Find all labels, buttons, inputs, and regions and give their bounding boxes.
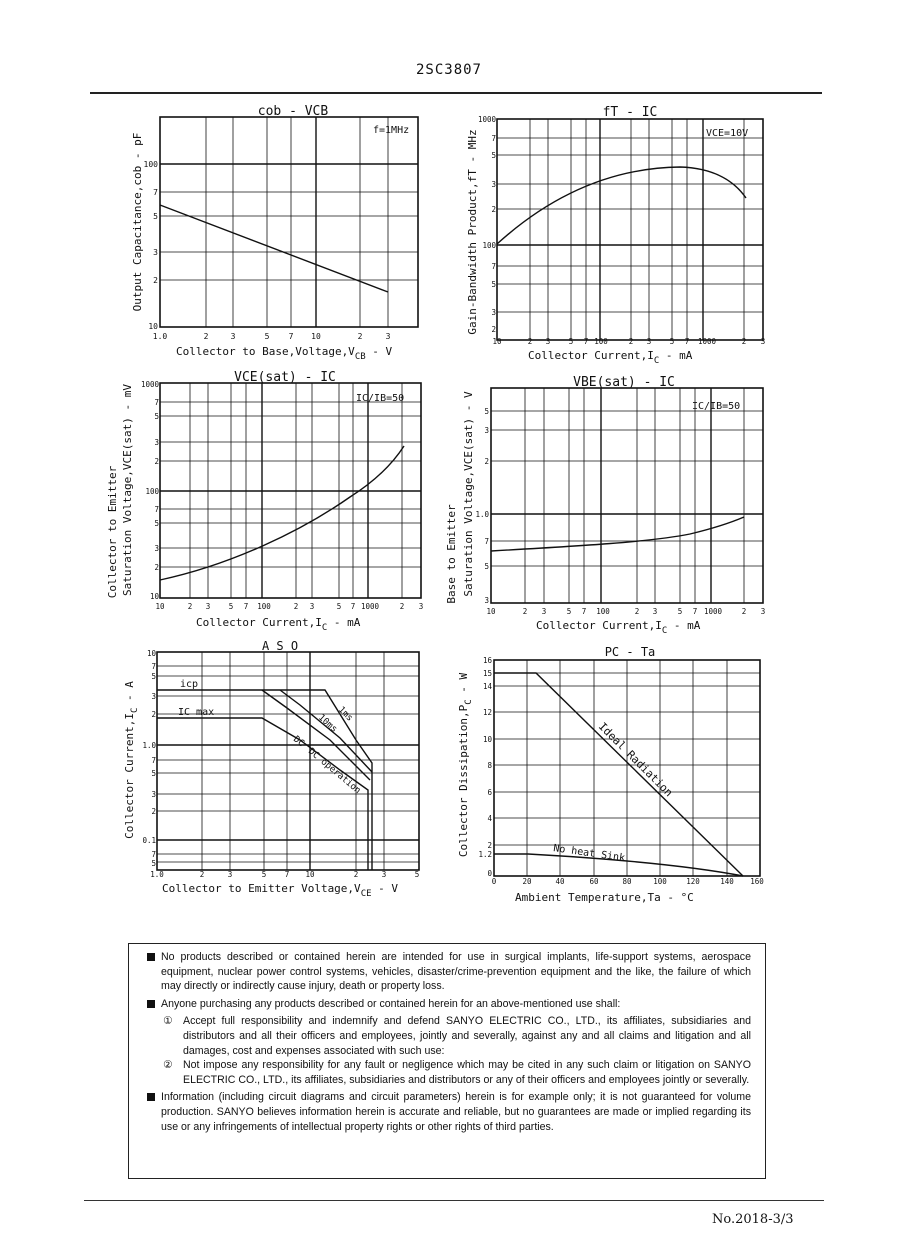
document-number: No.2018-3/3 <box>712 1212 794 1227</box>
x-tick: 1.0 <box>152 332 168 341</box>
y-axis-label: Collector $Current,I_C$ - A <box>123 681 140 839</box>
x-tick: 7 <box>583 337 589 346</box>
footer-rule <box>84 1200 824 1201</box>
y-tick: 1.0 <box>142 741 156 750</box>
x-tick: 3 <box>381 870 387 879</box>
chart-pc <box>457 645 764 904</box>
x-tick: 3 <box>646 337 652 346</box>
x-tick: 7 <box>581 607 587 616</box>
chart-title: A S O <box>261 639 299 653</box>
y-tick: 12 <box>482 708 492 717</box>
x-tick: 10 <box>492 337 502 346</box>
x-tick: 5 <box>677 607 683 616</box>
x-tick: 2 <box>741 337 747 346</box>
1ms-label: 1ms <box>335 705 355 724</box>
y-axis-label: Gain-Bandwidth Product,fT - MHz <box>466 129 479 335</box>
x-tick: 120 <box>686 877 700 886</box>
x-tick: 2 <box>522 607 528 616</box>
chart-vcesat <box>106 370 423 633</box>
square-bullet-icon <box>147 1093 155 1101</box>
y-tick: 4 <box>487 814 492 823</box>
x-tick: 1000 <box>703 607 723 616</box>
y-tick: 2 <box>151 807 156 816</box>
x-tick: 100 <box>594 337 608 346</box>
y-tick: 5 <box>151 672 156 681</box>
x-tick: 5 <box>336 602 342 611</box>
y-axis-label-line1: Base to Emitter <box>445 504 458 604</box>
y-tick: 5 <box>491 280 496 289</box>
part-number-header: 2SC3807 <box>415 62 482 78</box>
x-tick: 140 <box>720 877 734 886</box>
y-tick: 8 <box>487 761 492 770</box>
x-tick: 2 <box>628 337 634 346</box>
x-tick: 7 <box>692 607 698 616</box>
y-tick: 2 <box>153 276 158 285</box>
x-tick: 40 <box>555 877 565 886</box>
x-tick: 100 <box>596 607 610 616</box>
y-tick: 3 <box>153 248 158 257</box>
disclaimer-paragraph <box>147 1090 751 1134</box>
x-tick: 7 <box>288 332 294 341</box>
y-tick: 1000 <box>140 380 159 389</box>
vbesat-curve <box>491 517 744 551</box>
paragraph-text: Anyone purchasing any products described or contained herein for an above-mentioned use shall: <box>161 997 621 1010</box>
x-tick: 160 <box>750 877 764 886</box>
y-tick: 3 <box>491 308 496 317</box>
y-tick: 10 <box>146 649 156 658</box>
x-tick: 5 <box>669 337 675 346</box>
y-tick: 2 <box>491 205 496 214</box>
y-tick: 5 <box>154 412 159 421</box>
y-tick: 5 <box>154 519 159 528</box>
x-tick: 0 <box>491 877 497 886</box>
y-tick: 10 <box>149 592 159 601</box>
y-tick: 3 <box>154 438 159 447</box>
y-tick: 5 <box>151 859 156 868</box>
chart-ft <box>466 105 765 366</box>
square-bullet-icon <box>147 1000 155 1008</box>
y-tick: 2 <box>151 710 156 719</box>
y-tick: 3 <box>151 692 156 701</box>
x-axis-label: Collector to $Base,Voltage,V_{CB}$ - V <box>176 345 393 362</box>
circled-two-icon: ② <box>163 1059 173 1072</box>
y-tick: 5 <box>153 212 158 221</box>
y-tick: 7 <box>151 756 156 765</box>
x-tick: 2 <box>203 332 209 341</box>
condition-label: VCE=10V <box>706 128 749 139</box>
y-tick: 0 <box>487 869 492 878</box>
chart-cob <box>131 104 418 362</box>
x-tick: 2 <box>357 332 363 341</box>
y-tick: 3 <box>484 426 489 435</box>
condition-label: f=1MHz <box>373 125 410 136</box>
x-tick: 2 <box>293 602 299 611</box>
circled-one-icon: ① <box>163 1015 173 1028</box>
y-tick: 1000 <box>477 115 496 124</box>
x-tick: 1000 <box>360 602 380 611</box>
grid <box>160 117 418 327</box>
dc-operation-label: DC operation <box>306 746 363 797</box>
y-tick: 100 <box>482 241 496 250</box>
grid <box>160 383 421 598</box>
y-tick: 0.1 <box>142 836 156 845</box>
x-tick: 3 <box>227 870 233 879</box>
disclaimer-paragraph <box>147 997 751 1012</box>
no-heat-sink-label: No heat Sink <box>552 843 626 865</box>
y-tick: 1.0 <box>475 510 489 519</box>
y-axis-label: Collector $Dissipation,P_C$ - W <box>457 672 474 858</box>
x-tick: 2 <box>353 870 359 879</box>
x-tick: 3 <box>760 607 766 616</box>
chart-title: fT - IC <box>602 105 658 120</box>
y-tick: 10 <box>148 322 158 331</box>
icp-label: icp <box>180 679 199 690</box>
ideal-radiation-curve <box>494 673 743 876</box>
disclaimer-box <box>128 943 766 1179</box>
y-tick: 7 <box>491 262 496 271</box>
x-tick: 100 <box>653 877 667 886</box>
x-tick: 3 <box>385 332 391 341</box>
y-tick: 5 <box>484 562 489 571</box>
subitem-text: Accept full responsibility and indemnify and defend SANYO ELECTRIC CO., LTD., its affiliates, subsidiaries and distributors and all their officers and employees, jointly and severally, against any and all claims and litigation and all damages, cost and expenses associated with such use: <box>183 1015 751 1057</box>
y-tick: 16 <box>482 656 492 665</box>
chart-title: cob - VCB <box>257 104 329 119</box>
y-tick: 2 <box>484 457 489 466</box>
y-tick: 7 <box>154 505 159 514</box>
y-tick: 2 <box>154 563 159 572</box>
x-tick: 10 <box>155 602 165 611</box>
condition-label: IC/IB=50 <box>356 393 405 404</box>
x-axis-label: Collector $Current,I_C$ - mA <box>536 619 701 636</box>
y-tick: 100 <box>143 160 158 169</box>
x-tick: 7 <box>243 602 249 611</box>
x-tick: 7 <box>284 870 290 879</box>
x-tick: 80 <box>622 877 632 886</box>
x-tick: 7 <box>684 337 690 346</box>
x-tick: 20 <box>522 877 532 886</box>
x-tick: 2 <box>187 602 193 611</box>
x-tick: 1000 <box>697 337 717 346</box>
cob-curve <box>160 205 388 292</box>
grid <box>497 119 763 340</box>
x-tick: 10 <box>486 607 496 616</box>
x-tick: 5 <box>568 337 574 346</box>
x-tick: 3 <box>230 332 236 341</box>
paragraph-text: No products described or contained herein are intended for use in surgical implants, life-support systems, aerospace equipment, nuclear power control systems, vehicles, disaster/crime-prevention equipment and the like, the failure of which may directly or indirectly cause injury, death or property loss. <box>161 951 751 993</box>
x-tick: 1.0 <box>150 870 164 879</box>
x-tick: 2 <box>399 602 405 611</box>
disclaimer-subitem <box>163 1058 751 1087</box>
icmax-label: IC max <box>178 707 215 718</box>
y-tick: 2 <box>487 841 492 850</box>
x-axis-label: Ambient Temperature,Ta - °C <box>515 891 694 904</box>
y-tick: 7 <box>151 662 156 671</box>
x-tick: 2 <box>634 607 640 616</box>
y-tick: 10 <box>482 735 492 744</box>
chart-aso <box>123 639 419 899</box>
square-bullet-icon <box>147 953 155 961</box>
x-tick: 3 <box>205 602 211 611</box>
x-axis-label: Collector $Current,I_C$ - mA <box>196 616 361 633</box>
paragraph-text: Information (including circuit diagrams and circuit parameters) herein is for example only; it is not guaranteed for volume production. SANYO believes information herein is accurate and reliable, but no guarantees are made or implied regarding its use or any infringements of intellectual property rights or other rights of third parties. <box>161 1091 751 1133</box>
condition-label: IC/IB=50 <box>692 401 741 412</box>
x-tick: 3 <box>652 607 658 616</box>
y-tick: 7 <box>491 134 496 143</box>
y-tick: 3 <box>151 790 156 799</box>
x-tick: 5 <box>261 870 267 879</box>
y-tick: 7 <box>153 188 158 197</box>
y-tick: 2 <box>491 325 496 334</box>
chart-title: PC - Ta <box>604 645 656 659</box>
x-tick: 100 <box>257 602 271 611</box>
x-tick: 10 <box>311 332 321 341</box>
chart-title: VBE(sat) - IC <box>573 375 675 390</box>
x-tick: 5 <box>414 870 420 879</box>
x-axis-label: Collector to Emitter $Voltage,V_{CE}$ - V <box>162 882 399 899</box>
y-axis-label-line2: Saturation Voltage,VCE(sat) - mV <box>121 384 134 596</box>
y-tick: 15 <box>482 669 492 678</box>
x-tick: 60 <box>589 877 599 886</box>
y-tick: 3 <box>484 596 489 605</box>
x-tick: 3 <box>309 602 315 611</box>
y-tick: 14 <box>482 682 492 691</box>
y-tick: 5 <box>484 407 489 416</box>
x-tick: 2 <box>527 337 533 346</box>
y-axis-label-line1: Collector to Emitter <box>106 465 119 599</box>
grid <box>494 660 760 876</box>
x-tick: 5 <box>228 602 234 611</box>
x-tick: 3 <box>418 602 424 611</box>
x-tick: 7 <box>350 602 356 611</box>
y-tick: 3 <box>154 544 159 553</box>
y-tick: 7 <box>154 398 159 407</box>
ft-curve <box>497 167 746 244</box>
x-tick: 5 <box>264 332 270 341</box>
subitem-text: Not impose any responsibility for any fault or negligence which may be cited in any such claim or litigation on SANYO ELECTRIC CO., LTD., its affiliates, subsidiaries and distributors or any of their officers and employees jointly or severally. <box>183 1059 751 1086</box>
disclaimer-paragraph <box>147 950 751 994</box>
y-tick: 5 <box>491 151 496 160</box>
y-tick: 1.2 <box>478 850 492 859</box>
x-tick: 3 <box>760 337 766 346</box>
x-tick: 2 <box>741 607 747 616</box>
ideal-radiation-label: Ideal Radiation <box>595 719 676 800</box>
y-tick: 7 <box>151 850 156 859</box>
x-tick: 2 <box>199 870 205 879</box>
grid <box>491 388 763 603</box>
y-tick: 100 <box>145 487 159 496</box>
disclaimer-subitem <box>163 1014 751 1058</box>
y-axis-label: Output Capacitance,cob - pF <box>131 132 144 312</box>
y-tick: 6 <box>487 788 492 797</box>
chart-title: VCE(sat) - IC <box>234 370 336 385</box>
x-tick: 10 <box>305 870 315 879</box>
x-axis-label: Collector $Current,I_C$ - mA <box>528 349 693 366</box>
dc-label: DC <box>291 734 306 750</box>
10ms-label: 10ms <box>315 712 339 735</box>
chart-vbesat <box>445 375 765 636</box>
y-tick: 5 <box>151 769 156 778</box>
x-tick: 5 <box>566 607 572 616</box>
y-tick: 2 <box>154 457 159 466</box>
x-tick: 3 <box>545 337 551 346</box>
x-tick: 3 <box>541 607 547 616</box>
y-tick: 7 <box>484 537 489 546</box>
y-tick: 3 <box>491 180 496 189</box>
y-axis-label-line2: Saturation Voltage,VCE(sat) - V <box>462 391 475 597</box>
